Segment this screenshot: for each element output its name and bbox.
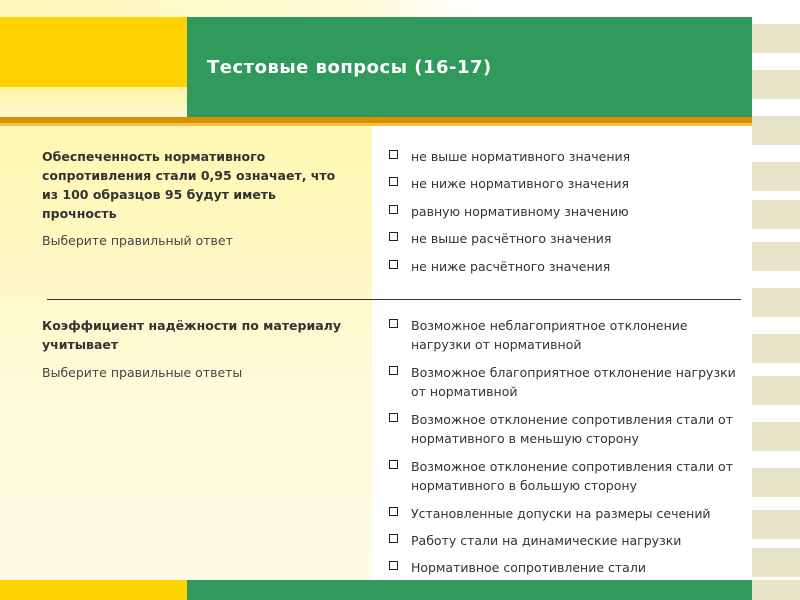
question-2-option[interactable] <box>389 457 744 495</box>
header-orange-rule-light <box>0 123 752 126</box>
right-decor-block <box>752 70 800 99</box>
question-1-instruction: Выберите правильный ответ <box>42 233 233 248</box>
question-2-text: Коэффициент надёжности по материалу учитывает <box>42 318 341 352</box>
question-2-instruction: Выберите правильные ответы <box>42 365 243 380</box>
option-label: Возможное отклонение сопротивления стали от нормативного в меньшую сторону <box>411 412 733 446</box>
right-decor-block <box>752 376 800 405</box>
right-decor-block <box>752 422 800 451</box>
footer-right-block <box>752 580 800 600</box>
option-label: Возможное отклонение сопротивления стали от нормативного в большую сторону <box>411 459 733 493</box>
right-decor-block <box>752 200 800 229</box>
header-yellow-block <box>0 17 187 87</box>
question-1-option[interactable] <box>389 147 744 166</box>
checkbox-icon[interactable] <box>389 561 398 570</box>
option-label: Нормативное сопротивление стали <box>411 560 646 575</box>
right-decor-block <box>752 468 800 497</box>
question-2-option[interactable] <box>389 558 744 577</box>
option-label: Возможное благоприятное отклонение нагрузки от нормативной <box>411 365 736 399</box>
footer-green-bar <box>187 580 752 600</box>
checkbox-icon[interactable] <box>389 413 398 422</box>
right-decor-block <box>752 116 800 145</box>
option-label: не выше нормативного значения <box>411 149 631 164</box>
question-2-option[interactable] <box>389 410 744 448</box>
header-pale-block <box>0 87 187 117</box>
option-label: не ниже нормативного значения <box>411 176 630 191</box>
checkbox-icon[interactable] <box>389 177 398 186</box>
question-2-option[interactable] <box>389 504 744 523</box>
question-1-text: Обеспеченность нормативного сопротивления стали 0,95 означает, что из 100 образцов 95 будут иметь прочность <box>42 149 336 221</box>
question-1-option[interactable] <box>389 229 744 248</box>
question-2-option[interactable] <box>389 316 744 354</box>
option-label: Работу стали на динамические нагрузки <box>411 533 682 548</box>
right-decor-block <box>752 510 800 539</box>
right-decor-block <box>752 548 800 577</box>
right-decor-block <box>752 288 800 317</box>
option-label: Установленные допуски на размеры сечений <box>411 506 711 521</box>
right-decor-block <box>752 242 800 271</box>
question-divider <box>47 299 741 300</box>
footer-yellow-bar <box>0 580 187 600</box>
checkbox-icon[interactable] <box>389 534 398 543</box>
top-background <box>0 0 800 17</box>
question-2-option[interactable] <box>389 363 744 401</box>
question-1-option[interactable] <box>389 257 744 276</box>
right-decor-block <box>752 24 800 53</box>
checkbox-icon[interactable] <box>389 507 398 516</box>
right-decor-block <box>752 162 800 191</box>
question-1-option[interactable] <box>389 202 744 221</box>
option-label: не выше расчётного значения <box>411 231 612 246</box>
option-label: равную нормативному значению <box>411 204 629 219</box>
option-label: не ниже расчётного значения <box>411 259 611 274</box>
checkbox-icon[interactable] <box>389 232 398 241</box>
slide-title: Тестовые вопросы (16-17) <box>207 57 492 78</box>
checkbox-icon[interactable] <box>389 150 398 159</box>
option-label: Возможное неблагоприятное отклонение нагрузки от нормативной <box>411 318 688 352</box>
question-2-option[interactable] <box>389 531 744 550</box>
checkbox-icon[interactable] <box>389 460 398 469</box>
checkbox-icon[interactable] <box>389 205 398 214</box>
right-decor-block <box>752 334 800 363</box>
checkbox-icon[interactable] <box>389 319 398 328</box>
question-1-option[interactable] <box>389 174 744 193</box>
checkbox-icon[interactable] <box>389 260 398 269</box>
checkbox-icon[interactable] <box>389 366 398 375</box>
